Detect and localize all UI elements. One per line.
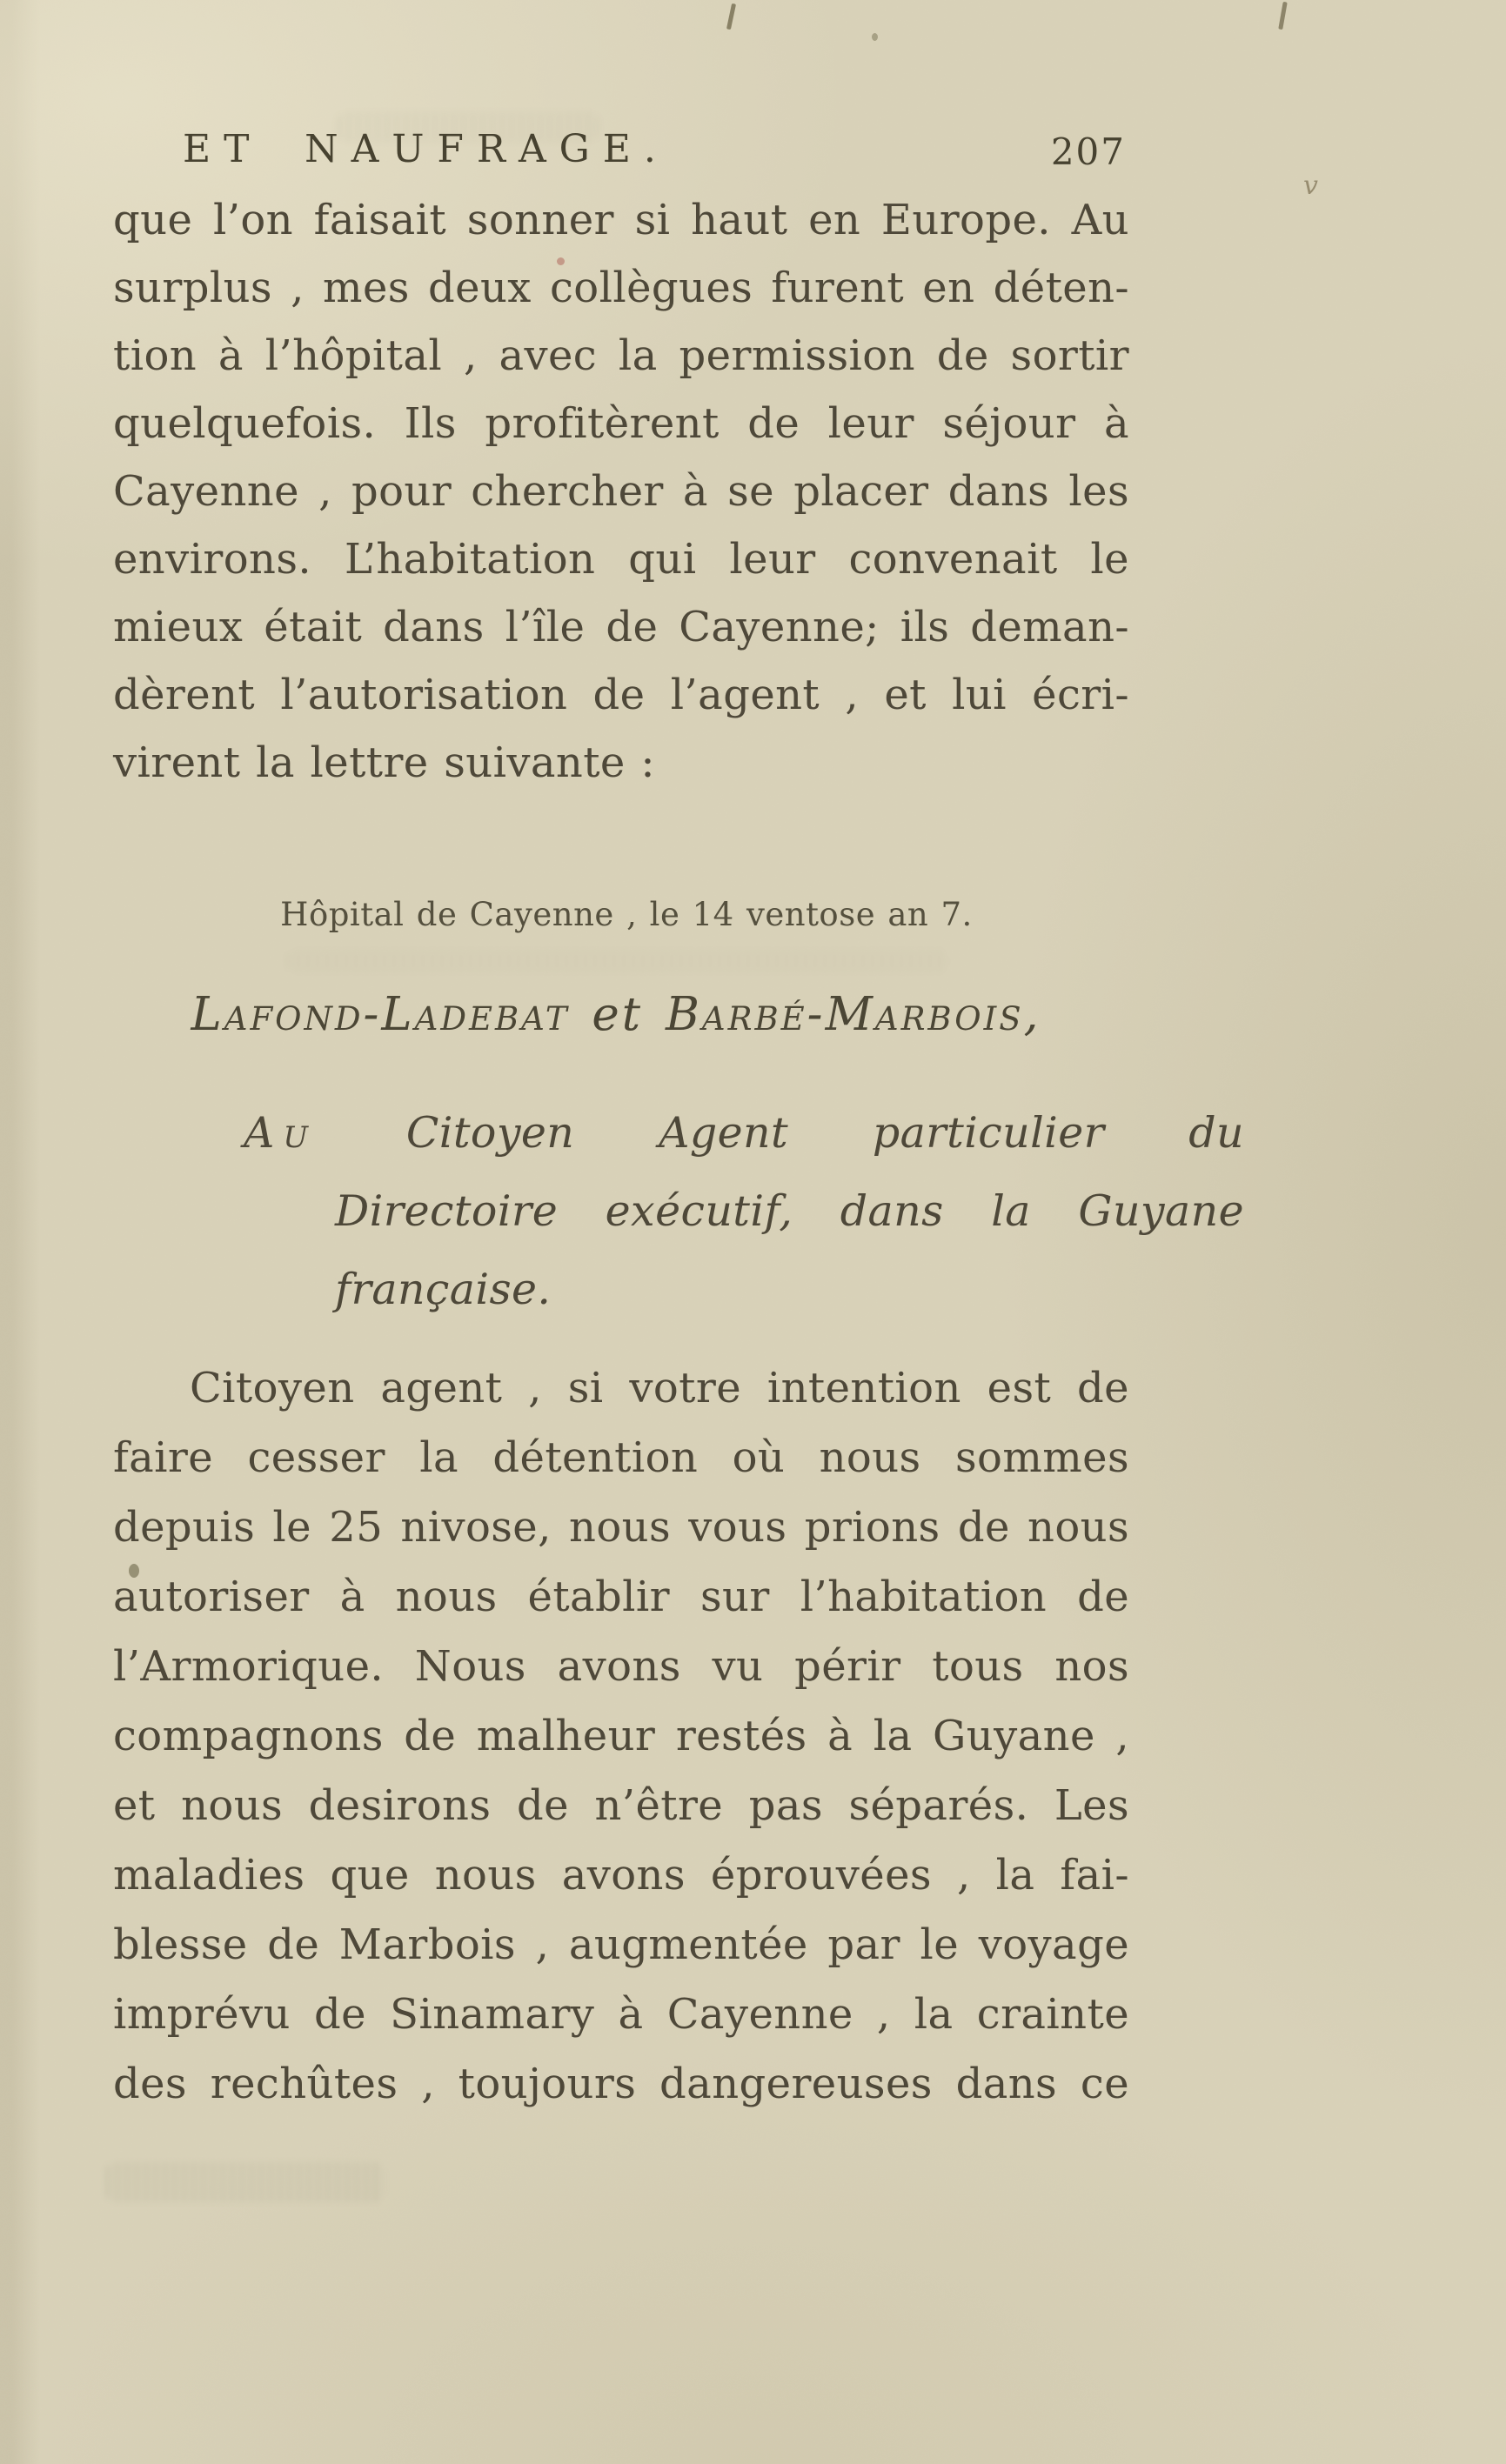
text-line: mieux était dans l’île de Cayenne; ils deman-	[113, 603, 1129, 651]
paragraph-continuation	[113, 186, 1129, 797]
running-head	[113, 127, 1131, 179]
text-line: surplus , mes deux collègues furent en déten-	[113, 264, 1129, 312]
text-line: depuis le 25 nivose, nous vous prions de nous	[113, 1503, 1129, 1552]
text-line: autoriser à nous établir sur l’habitation de	[113, 1573, 1129, 1621]
text-line: des rechûtes , toujours dangereuses dans ce	[113, 2060, 1129, 2108]
text-line: Citoyen agent , si votre intention est de	[190, 1364, 1129, 1412]
page-number: 207	[1050, 130, 1126, 173]
text-line: que l’on faisait sonner si haut en Europe. Au	[113, 196, 1129, 244]
letter-body-paragraph	[113, 1353, 1129, 2119]
text-line: imprévu de Sinamary à Cayenne , la crainte	[113, 1990, 1129, 2039]
address-line	[244, 1094, 1244, 1172]
letter-dateline: Hôpital de Cayenne , le 14 ventose an 7.	[280, 896, 973, 933]
ink-speck	[1278, 2, 1287, 30]
text-line: quelquefois. Ils profitèrent de leur séjour à	[113, 399, 1129, 448]
ink-speck	[872, 33, 878, 41]
text-line: blesse de Marbois , augmentée par le voyage	[113, 1920, 1129, 1969]
signatory-name: Lafond-Ladebat	[191, 988, 570, 1041]
ink-speck	[726, 3, 736, 30]
bleed-through-smudge	[106, 2162, 385, 2202]
address-line: française.	[335, 1265, 552, 1314]
text-line: Cayenne , pour chercher à se placer dans les	[113, 467, 1129, 516]
signatory-name: Barbé-Marbois,	[665, 988, 1041, 1041]
text-line: environs. L’habitation qui leur convenait le	[113, 535, 1129, 584]
letter-signatories	[77, 988, 1155, 1041]
text-line: et nous desirons de n’être pas séparés. Les	[113, 1781, 1129, 1830]
page-title: ET NAUFRAGE.	[183, 127, 669, 171]
address-salutation: Au	[244, 1108, 318, 1158]
text-line: l’Armorique. Nous avons vu périr tous nos	[113, 1642, 1129, 1691]
text-line: faire cesser la détention où nous sommes	[113, 1433, 1129, 1482]
address-line: Directoire exécutif, dans la Guyane	[335, 1186, 1244, 1236]
text-line: compagnons de malheur restés à la Guyane ,	[113, 1712, 1129, 1760]
bleed-through-smudge	[287, 950, 948, 972]
signature-connector: et	[592, 988, 644, 1041]
address-text: Citoyen Agent particulier du	[322, 1108, 1244, 1158]
text-line: tion à l’hôpital , avec la permission de sortir	[113, 331, 1129, 380]
text-line: maladies que nous avons éprouvées , la fai-	[113, 1851, 1129, 1900]
text-line: dèrent l’autorisation de l’agent , et lui écri-	[113, 671, 1129, 719]
text-line: virent la lettre suivante :	[113, 738, 655, 787]
letter-address	[244, 1094, 1244, 1329]
